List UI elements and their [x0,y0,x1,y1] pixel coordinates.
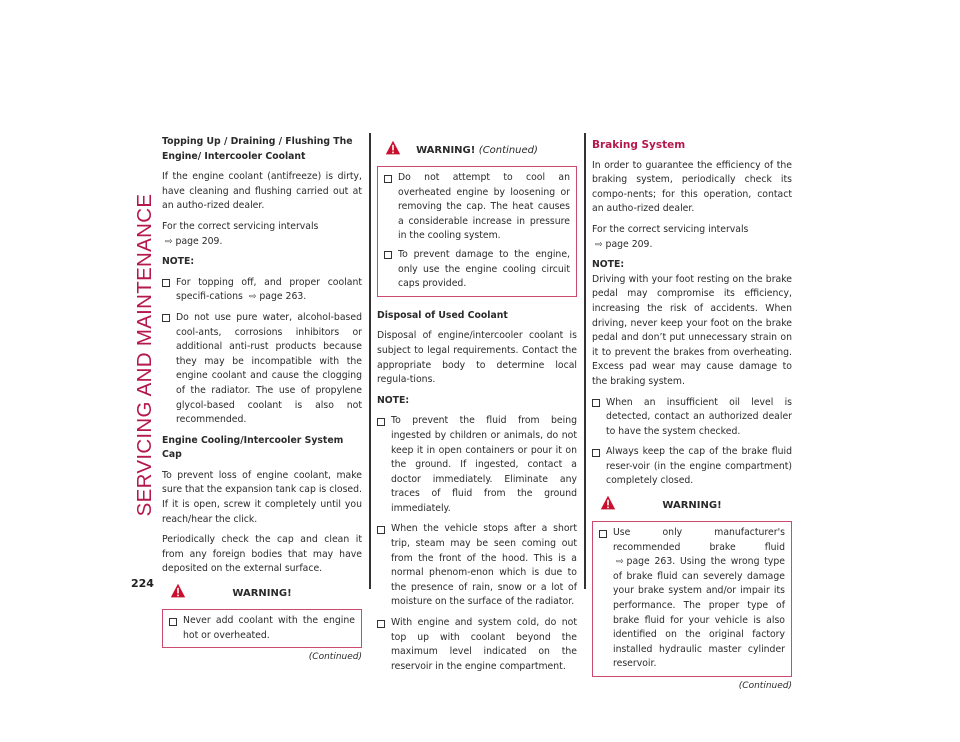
list-item: To prevent damage to the engine, only use the engine cooling circuit caps provided. [384,248,570,292]
note-label: NOTE: [162,256,195,268]
arrow-right-icon: ⇨ [165,236,173,247]
braking-heading: Braking System [592,139,686,151]
checkbox-bullet-icon [377,620,385,628]
column-1 [162,135,362,665]
paragraph: For the correct servicing intervals ⇨ page 209. [592,223,792,252]
paragraph: Disposal of engine/intercooler coolant is subject to legal requirements. Contact the appropriate body to determine local regula-tions. [377,330,577,386]
bullet-list [162,276,362,428]
continued-note: (Continued) [738,681,792,691]
paragraph: In order to guarantee the efficiency of the braking system, periodically check its compo-nents; for this operation, contact an autho-rized dealer. [592,159,792,215]
page-ref-link[interactable]: ⇨ page 263. [613,556,675,567]
page-ref-link[interactable]: ⇨ page 209. [162,236,222,247]
warning-header [162,583,362,609]
column-3 [592,138,792,694]
paragraph: For the correct servicing intervals ⇨ page 209. [162,220,362,249]
checkbox-bullet-icon [592,399,600,407]
paragraph: To prevent loss of engine coolant, make sure that the expansion tank cap is closed. If it is open, screw it completely until you reach/hear the click. [162,469,363,525]
section-title: SERVICING AND MAINTENANCE [133,193,156,517]
column-divider [369,133,371,589]
coolant-heading: Topping Up / Draining / Flushing The Engine/ Intercooler Coolant [162,136,353,162]
bullet-list [592,396,792,490]
warning-header [377,140,577,166]
paragraph: Driving with your foot resting on the brake pedal may compromise its efficiency, increasing the risk of accidents. When driving, never keep your foot on the brake pedal and don’t put unnecessary strain on it to prevent the brakes from overheating. Excess pad wear may cause damage to the braking system. [592,273,792,387]
list-item: With engine and system cold, do not top up with coolant beyond the maximum level indicated on the reservoir in the engine compartment. [377,616,577,674]
continued-note: (Continued) [308,652,362,663]
warning-label: WARNING! [662,500,722,512]
checkbox-bullet-icon [162,314,170,322]
warning-label: WARNING! (Continued) [416,145,538,156]
bullet-list [377,414,577,674]
list-item: Do not attempt to cool an overheated engine by loosening or removing the cap. The heat causes a considerable increase in pressure in the cooling system. [384,171,570,244]
arrow-right-icon: ⇨ [616,557,624,568]
checkbox-bullet-icon [384,175,392,183]
warning-list [384,171,570,292]
list-item: Do not use pure water, alcohol-based cool-ants, corrosions inhibitors or additional anti-rust products because they may be incompatible with the engine coolant and cause the clogging of the radiator. The use of propylene glycol-based coolant is also not recommended. [162,311,362,428]
checkbox-bullet-icon [592,449,600,457]
note-label: NOTE: [377,394,410,406]
column-divider [584,133,586,589]
list-item: To prevent the fluid from being ingested by children or animals, do not keep it in open containers or pour it on the ground. If ingested, contact a doctor immediately. Eliminate any traces of fluid from the ground immediately. [377,414,577,516]
checkbox-bullet-icon [384,251,392,259]
paragraph: Periodically check the cap and clean it from any foreign bodies that may have deposited on the external surface. [162,534,362,575]
checkbox-bullet-icon [169,618,177,626]
page-number: 224 [131,577,154,590]
column-2 [377,140,577,680]
warning-box [162,609,362,648]
paragraph: If the engine coolant (antifreeze) is dirty, have cleaning and flushing carried out at an autho-rized dealer. [162,171,362,212]
list-item: Never add coolant with the engine hot or overheated. [169,614,355,643]
checkbox-bullet-icon [162,279,170,287]
warning-box [592,521,792,677]
warning-label: WARNING! [232,588,292,600]
checkbox-bullet-icon [599,530,607,538]
warning-list [599,526,785,672]
checkbox-bullet-icon [377,526,385,534]
warning-list [169,614,355,643]
note-label: NOTE: [592,259,625,271]
list-item: For topping off, and proper coolant specifi-cations ⇨ page 263. [162,276,362,305]
warning-box [377,166,577,297]
list-item: Always keep the cap of the brake fluid reser-voir (in the engine compartment) completely closed. [592,445,792,489]
cap-heading: Engine Cooling/Intercooler System Cap [162,434,344,461]
warning-header [592,495,792,521]
arrow-right-icon: ⇨ [248,292,257,303]
page-ref-link[interactable]: ⇨ page 263. [246,291,306,302]
arrow-right-icon: ⇨ [595,239,603,250]
list-item: Use only manufacturer's recommended brake fluid ⇨ page 263. Using the wrong type of brake fluid can severely damage your brake system and/or impair its performance. The proper type of brake fluid for your vehicle is also identified on the original factory installed hydraulic master cylinder reservoir. [599,526,785,672]
list-item: When the vehicle stops after a short trip, steam may be seen coming out from the front of the hood. This is a normal phenom-enon which is due to the presence of rain, snow or a lot of moisture on the surface of the radiator. [377,522,577,610]
disposal-heading: Disposal of Used Coolant [377,309,508,321]
list-item: When an insufficient oil level is detected, contact an authorized dealer to have the system checked. [592,396,792,440]
page-ref-link[interactable]: ⇨ page 209. [592,239,652,250]
checkbox-bullet-icon [377,418,385,426]
